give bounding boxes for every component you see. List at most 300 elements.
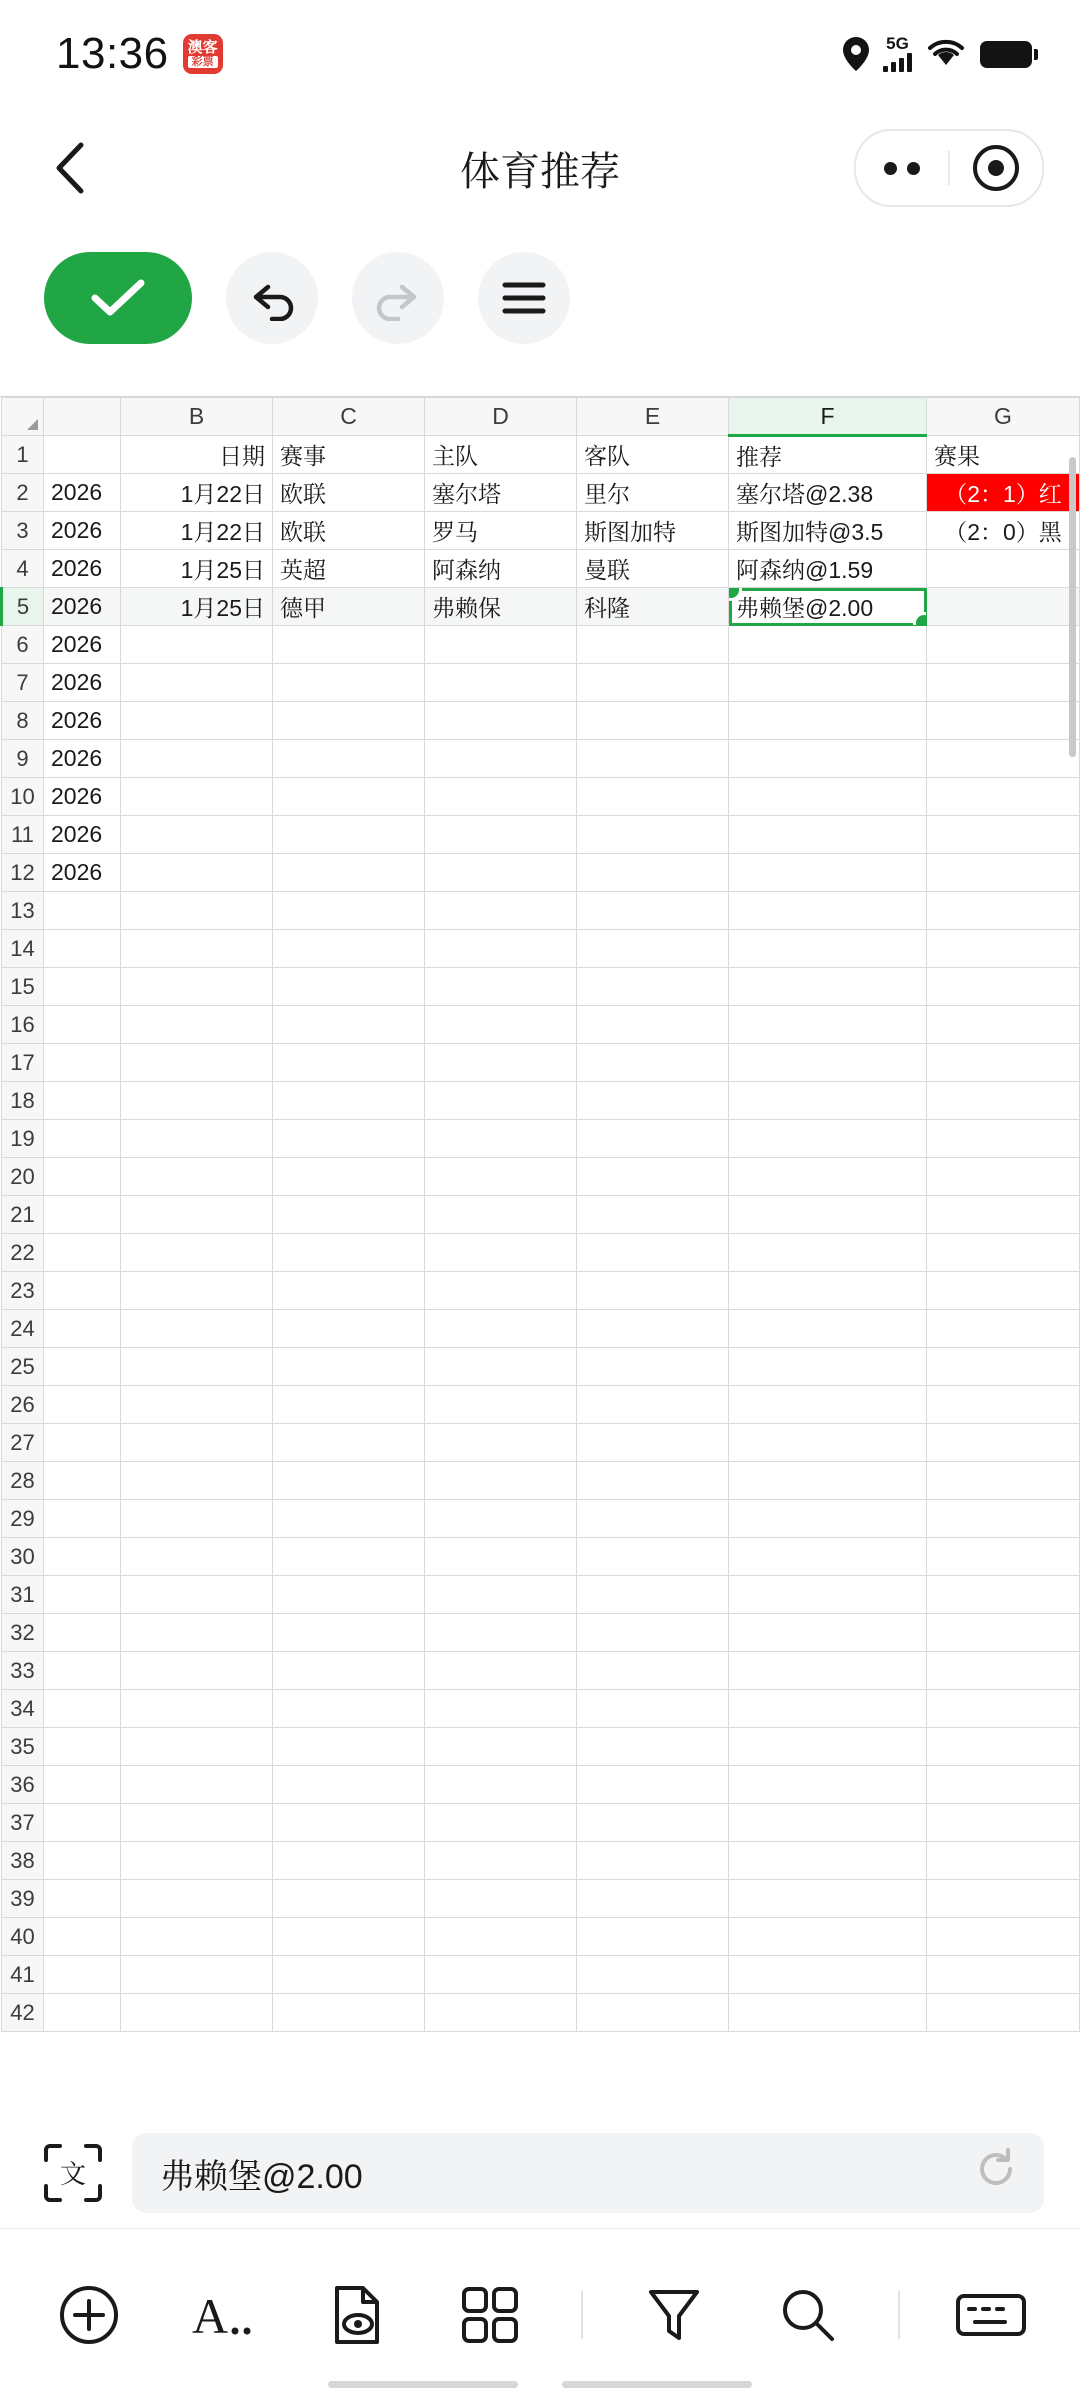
cell-G38[interactable] bbox=[927, 1842, 1080, 1880]
row-header-42[interactable]: 42 bbox=[2, 1994, 44, 2032]
keyboard-icon[interactable] bbox=[948, 2272, 1034, 2358]
cell-F33[interactable] bbox=[729, 1652, 927, 1690]
cell-E6[interactable] bbox=[577, 626, 729, 664]
cell-C12[interactable] bbox=[273, 854, 425, 892]
cell-C33[interactable] bbox=[273, 1652, 425, 1690]
cell-A29[interactable] bbox=[44, 1500, 121, 1538]
sheet-table[interactable] bbox=[0, 397, 1080, 2032]
cell-G13[interactable] bbox=[927, 892, 1080, 930]
cell-E5[interactable]: 科隆 bbox=[577, 588, 729, 626]
cell-G30[interactable] bbox=[927, 1538, 1080, 1576]
cell-A34[interactable] bbox=[44, 1690, 121, 1728]
cell-B3[interactable]: 1月22日 bbox=[121, 512, 273, 550]
cell-B22[interactable] bbox=[121, 1234, 273, 1272]
cell-B41[interactable] bbox=[121, 1956, 273, 1994]
cell-G40[interactable] bbox=[927, 1918, 1080, 1956]
cell-C37[interactable] bbox=[273, 1804, 425, 1842]
table-row[interactable] bbox=[2, 740, 1080, 778]
cell-F31[interactable] bbox=[729, 1576, 927, 1614]
cell-G17[interactable] bbox=[927, 1044, 1080, 1082]
cell-E9[interactable] bbox=[577, 740, 729, 778]
table-row[interactable] bbox=[2, 1652, 1080, 1690]
cell-D31[interactable] bbox=[425, 1576, 577, 1614]
row-header-12[interactable]: 12 bbox=[2, 854, 44, 892]
cell-C23[interactable] bbox=[273, 1272, 425, 1310]
document-view-icon[interactable] bbox=[314, 2272, 400, 2358]
cell-G5[interactable] bbox=[927, 588, 1080, 626]
cell-G21[interactable] bbox=[927, 1196, 1080, 1234]
cell-A21[interactable] bbox=[44, 1196, 121, 1234]
cell-D40[interactable] bbox=[425, 1918, 577, 1956]
cell-F41[interactable] bbox=[729, 1956, 927, 1994]
row-header-16[interactable]: 16 bbox=[2, 1006, 44, 1044]
cell-D14[interactable] bbox=[425, 930, 577, 968]
cell-E22[interactable] bbox=[577, 1234, 729, 1272]
cell-G36[interactable] bbox=[927, 1766, 1080, 1804]
cell-D3[interactable]: 罗马 bbox=[425, 512, 577, 550]
cell-A18[interactable] bbox=[44, 1082, 121, 1120]
cell-D13[interactable] bbox=[425, 892, 577, 930]
cell-D11[interactable] bbox=[425, 816, 577, 854]
row-header-11[interactable]: 11 bbox=[2, 816, 44, 854]
cell-B36[interactable] bbox=[121, 1766, 273, 1804]
cell-A37[interactable] bbox=[44, 1804, 121, 1842]
cell-D39[interactable] bbox=[425, 1880, 577, 1918]
cell-F14[interactable] bbox=[729, 930, 927, 968]
table-row[interactable] bbox=[2, 1044, 1080, 1082]
cell-E34[interactable] bbox=[577, 1690, 729, 1728]
cell-D26[interactable] bbox=[425, 1386, 577, 1424]
cell-F5[interactable]: 弗赖堡@2.00 bbox=[729, 588, 927, 626]
cell-E26[interactable] bbox=[577, 1386, 729, 1424]
cell-A6[interactable]: 2026 bbox=[44, 626, 121, 664]
cell-G37[interactable] bbox=[927, 1804, 1080, 1842]
cell-D24[interactable] bbox=[425, 1310, 577, 1348]
row-header-24[interactable]: 24 bbox=[2, 1310, 44, 1348]
row-header-19[interactable]: 19 bbox=[2, 1120, 44, 1158]
row-header-18[interactable]: 18 bbox=[2, 1082, 44, 1120]
cell-F1[interactable]: 推荐 bbox=[729, 436, 927, 474]
table-row[interactable] bbox=[2, 968, 1080, 1006]
cell-G6[interactable] bbox=[927, 626, 1080, 664]
cell-D37[interactable] bbox=[425, 1804, 577, 1842]
row-header-21[interactable]: 21 bbox=[2, 1196, 44, 1234]
column-header-e[interactable]: E bbox=[577, 398, 729, 436]
table-row[interactable] bbox=[2, 1006, 1080, 1044]
cell-E18[interactable] bbox=[577, 1082, 729, 1120]
cell-A13[interactable] bbox=[44, 892, 121, 930]
column-header-d[interactable]: D bbox=[425, 398, 577, 436]
cell-A32[interactable] bbox=[44, 1614, 121, 1652]
cell-A16[interactable] bbox=[44, 1006, 121, 1044]
cell-E21[interactable] bbox=[577, 1196, 729, 1234]
cell-B38[interactable] bbox=[121, 1842, 273, 1880]
cell-C20[interactable] bbox=[273, 1158, 425, 1196]
row-header-34[interactable]: 34 bbox=[2, 1690, 44, 1728]
table-row[interactable] bbox=[2, 1234, 1080, 1272]
cell-A8[interactable]: 2026 bbox=[44, 702, 121, 740]
apps-grid-icon[interactable] bbox=[447, 2272, 533, 2358]
cell-A22[interactable] bbox=[44, 1234, 121, 1272]
cell-E15[interactable] bbox=[577, 968, 729, 1006]
cell-B4[interactable]: 1月25日 bbox=[121, 550, 273, 588]
cell-D12[interactable] bbox=[425, 854, 577, 892]
cell-B42[interactable] bbox=[121, 1994, 273, 2032]
cell-G20[interactable] bbox=[927, 1158, 1080, 1196]
cell-D2[interactable]: 塞尔塔 bbox=[425, 474, 577, 512]
cell-A25[interactable] bbox=[44, 1348, 121, 1386]
cell-B19[interactable] bbox=[121, 1120, 273, 1158]
table-row[interactable] bbox=[2, 1310, 1080, 1348]
column-header-f[interactable]: F bbox=[729, 398, 927, 436]
cell-D42[interactable] bbox=[425, 1994, 577, 2032]
cell-G22[interactable] bbox=[927, 1234, 1080, 1272]
cell-C18[interactable] bbox=[273, 1082, 425, 1120]
cell-G15[interactable] bbox=[927, 968, 1080, 1006]
menu-button[interactable] bbox=[478, 252, 570, 344]
cell-D33[interactable] bbox=[425, 1652, 577, 1690]
cell-E24[interactable] bbox=[577, 1310, 729, 1348]
cell-C3[interactable]: 欧联 bbox=[273, 512, 425, 550]
cell-F22[interactable] bbox=[729, 1234, 927, 1272]
cell-F10[interactable] bbox=[729, 778, 927, 816]
row-header-7[interactable]: 7 bbox=[2, 664, 44, 702]
cell-E14[interactable] bbox=[577, 930, 729, 968]
cell-B16[interactable] bbox=[121, 1006, 273, 1044]
cell-C9[interactable] bbox=[273, 740, 425, 778]
cell-A12[interactable]: 2026 bbox=[44, 854, 121, 892]
cell-F24[interactable] bbox=[729, 1310, 927, 1348]
cell-F37[interactable] bbox=[729, 1804, 927, 1842]
cell-E42[interactable] bbox=[577, 1994, 729, 2032]
cell-A3[interactable]: 2026 bbox=[44, 512, 121, 550]
cell-B20[interactable] bbox=[121, 1158, 273, 1196]
cell-D28[interactable] bbox=[425, 1462, 577, 1500]
cell-C27[interactable] bbox=[273, 1424, 425, 1462]
cell-C15[interactable] bbox=[273, 968, 425, 1006]
cell-F15[interactable] bbox=[729, 968, 927, 1006]
cell-F3[interactable]: 斯图加特@3.5 bbox=[729, 512, 927, 550]
cell-E4[interactable]: 曼联 bbox=[577, 550, 729, 588]
cell-B2[interactable]: 1月22日 bbox=[121, 474, 273, 512]
cell-D29[interactable] bbox=[425, 1500, 577, 1538]
cell-B37[interactable] bbox=[121, 1804, 273, 1842]
cell-A35[interactable] bbox=[44, 1728, 121, 1766]
cell-F28[interactable] bbox=[729, 1462, 927, 1500]
row-header-41[interactable]: 41 bbox=[2, 1956, 44, 1994]
filter-icon[interactable] bbox=[631, 2272, 717, 2358]
cell-G19[interactable] bbox=[927, 1120, 1080, 1158]
cell-G4[interactable] bbox=[927, 550, 1080, 588]
column-header-row[interactable] bbox=[2, 398, 1080, 436]
cell-C36[interactable] bbox=[273, 1766, 425, 1804]
row-header-2[interactable]: 2 bbox=[2, 474, 44, 512]
row-header-40[interactable]: 40 bbox=[2, 1918, 44, 1956]
cell-F35[interactable] bbox=[729, 1728, 927, 1766]
cell-B12[interactable] bbox=[121, 854, 273, 892]
cell-D36[interactable] bbox=[425, 1766, 577, 1804]
text-recognize-icon[interactable] bbox=[36, 2136, 110, 2210]
cell-B6[interactable] bbox=[121, 626, 273, 664]
cell-C19[interactable] bbox=[273, 1120, 425, 1158]
cell-F16[interactable] bbox=[729, 1006, 927, 1044]
cell-A39[interactable] bbox=[44, 1880, 121, 1918]
cell-B30[interactable] bbox=[121, 1538, 273, 1576]
row-header-27[interactable]: 27 bbox=[2, 1424, 44, 1462]
add-icon[interactable] bbox=[46, 2272, 132, 2358]
table-row[interactable] bbox=[2, 702, 1080, 740]
row-header-10[interactable]: 10 bbox=[2, 778, 44, 816]
cell-D21[interactable] bbox=[425, 1196, 577, 1234]
cell-C26[interactable] bbox=[273, 1386, 425, 1424]
cell-A1[interactable] bbox=[44, 436, 121, 474]
undo-button[interactable] bbox=[226, 252, 318, 344]
cell-F11[interactable] bbox=[729, 816, 927, 854]
cell-C32[interactable] bbox=[273, 1614, 425, 1652]
cell-D6[interactable] bbox=[425, 626, 577, 664]
cell-G29[interactable] bbox=[927, 1500, 1080, 1538]
table-row[interactable] bbox=[2, 854, 1080, 892]
table-row[interactable] bbox=[2, 1462, 1080, 1500]
cell-E17[interactable] bbox=[577, 1044, 729, 1082]
table-row[interactable] bbox=[2, 512, 1080, 550]
cell-G27[interactable] bbox=[927, 1424, 1080, 1462]
cell-B8[interactable] bbox=[121, 702, 273, 740]
cell-B26[interactable] bbox=[121, 1386, 273, 1424]
selection-handle-top-left[interactable] bbox=[729, 588, 743, 602]
cell-G8[interactable] bbox=[927, 702, 1080, 740]
table-row[interactable] bbox=[2, 778, 1080, 816]
row-header-39[interactable]: 39 bbox=[2, 1880, 44, 1918]
row-header-4[interactable]: 4 bbox=[2, 550, 44, 588]
cell-C11[interactable] bbox=[273, 816, 425, 854]
cell-E31[interactable] bbox=[577, 1576, 729, 1614]
spreadsheet-grid[interactable] bbox=[0, 396, 1080, 2120]
cell-C30[interactable] bbox=[273, 1538, 425, 1576]
cell-G42[interactable] bbox=[927, 1994, 1080, 2032]
cell-D25[interactable] bbox=[425, 1348, 577, 1386]
cell-D22[interactable] bbox=[425, 1234, 577, 1272]
cell-G10[interactable] bbox=[927, 778, 1080, 816]
cell-F19[interactable] bbox=[729, 1120, 927, 1158]
row-header-6[interactable]: 6 bbox=[2, 626, 44, 664]
table-row[interactable] bbox=[2, 1576, 1080, 1614]
cell-D30[interactable] bbox=[425, 1538, 577, 1576]
row-header-1[interactable]: 1 bbox=[2, 436, 44, 474]
cell-E8[interactable] bbox=[577, 702, 729, 740]
cell-E11[interactable] bbox=[577, 816, 729, 854]
cell-F40[interactable] bbox=[729, 1918, 927, 1956]
cell-A5[interactable]: 2026 bbox=[44, 588, 121, 626]
cell-E16[interactable] bbox=[577, 1006, 729, 1044]
cell-C21[interactable] bbox=[273, 1196, 425, 1234]
cell-D34[interactable] bbox=[425, 1690, 577, 1728]
cell-F6[interactable] bbox=[729, 626, 927, 664]
table-row[interactable] bbox=[2, 1272, 1080, 1310]
table-row[interactable] bbox=[2, 1918, 1080, 1956]
row-header-37[interactable]: 37 bbox=[2, 1804, 44, 1842]
cell-A10[interactable]: 2026 bbox=[44, 778, 121, 816]
cell-F25[interactable] bbox=[729, 1348, 927, 1386]
cell-D5[interactable]: 弗赖保 bbox=[425, 588, 577, 626]
cell-G24[interactable] bbox=[927, 1310, 1080, 1348]
cell-F32[interactable] bbox=[729, 1614, 927, 1652]
row-header-15[interactable]: 15 bbox=[2, 968, 44, 1006]
cell-B35[interactable] bbox=[121, 1728, 273, 1766]
cell-G16[interactable] bbox=[927, 1006, 1080, 1044]
cell-E39[interactable] bbox=[577, 1880, 729, 1918]
cell-G9[interactable] bbox=[927, 740, 1080, 778]
cell-F39[interactable] bbox=[729, 1880, 927, 1918]
cell-E38[interactable] bbox=[577, 1842, 729, 1880]
cell-D20[interactable] bbox=[425, 1158, 577, 1196]
table-row[interactable] bbox=[2, 588, 1080, 626]
select-all-corner[interactable] bbox=[2, 398, 44, 436]
table-row[interactable] bbox=[2, 1690, 1080, 1728]
cell-B34[interactable] bbox=[121, 1690, 273, 1728]
cell-D32[interactable] bbox=[425, 1614, 577, 1652]
row-header-22[interactable]: 22 bbox=[2, 1234, 44, 1272]
cell-B24[interactable] bbox=[121, 1310, 273, 1348]
cell-F20[interactable] bbox=[729, 1158, 927, 1196]
cell-G28[interactable] bbox=[927, 1462, 1080, 1500]
cell-F38[interactable] bbox=[729, 1842, 927, 1880]
cell-F29[interactable] bbox=[729, 1500, 927, 1538]
cell-F9[interactable] bbox=[729, 740, 927, 778]
cell-A20[interactable] bbox=[44, 1158, 121, 1196]
table-row[interactable] bbox=[2, 1082, 1080, 1120]
table-row[interactable] bbox=[2, 1196, 1080, 1234]
cell-G32[interactable] bbox=[927, 1614, 1080, 1652]
row-header-31[interactable]: 31 bbox=[2, 1576, 44, 1614]
row-header-8[interactable]: 8 bbox=[2, 702, 44, 740]
cell-E7[interactable] bbox=[577, 664, 729, 702]
cell-C14[interactable] bbox=[273, 930, 425, 968]
cell-C38[interactable] bbox=[273, 1842, 425, 1880]
cell-E29[interactable] bbox=[577, 1500, 729, 1538]
table-row[interactable] bbox=[2, 892, 1080, 930]
cell-F26[interactable] bbox=[729, 1386, 927, 1424]
cell-C28[interactable] bbox=[273, 1462, 425, 1500]
cell-F17[interactable] bbox=[729, 1044, 927, 1082]
cell-B23[interactable] bbox=[121, 1272, 273, 1310]
cell-D19[interactable] bbox=[425, 1120, 577, 1158]
cell-F27[interactable] bbox=[729, 1424, 927, 1462]
cell-E13[interactable] bbox=[577, 892, 729, 930]
cell-B25[interactable] bbox=[121, 1348, 273, 1386]
cell-B11[interactable] bbox=[121, 816, 273, 854]
cell-G18[interactable] bbox=[927, 1082, 1080, 1120]
table-row[interactable] bbox=[2, 550, 1080, 588]
column-header-c[interactable]: C bbox=[273, 398, 425, 436]
cell-G33[interactable] bbox=[927, 1652, 1080, 1690]
cell-A38[interactable] bbox=[44, 1842, 121, 1880]
column-header-g[interactable]: G bbox=[927, 398, 1080, 436]
cell-E32[interactable] bbox=[577, 1614, 729, 1652]
row-header-28[interactable]: 28 bbox=[2, 1462, 44, 1500]
cell-D38[interactable] bbox=[425, 1842, 577, 1880]
cell-E10[interactable] bbox=[577, 778, 729, 816]
cell-E35[interactable] bbox=[577, 1728, 729, 1766]
cell-B33[interactable] bbox=[121, 1652, 273, 1690]
cell-G41[interactable] bbox=[927, 1956, 1080, 1994]
cell-A42[interactable] bbox=[44, 1994, 121, 2032]
cell-E37[interactable] bbox=[577, 1804, 729, 1842]
row-header-30[interactable]: 30 bbox=[2, 1538, 44, 1576]
cell-C42[interactable] bbox=[273, 1994, 425, 2032]
cell-C7[interactable] bbox=[273, 664, 425, 702]
cell-E20[interactable] bbox=[577, 1158, 729, 1196]
row-header-9[interactable]: 9 bbox=[2, 740, 44, 778]
cell-C22[interactable] bbox=[273, 1234, 425, 1272]
row-header-26[interactable]: 26 bbox=[2, 1386, 44, 1424]
cell-B29[interactable] bbox=[121, 1500, 273, 1538]
cell-D16[interactable] bbox=[425, 1006, 577, 1044]
cell-E1[interactable]: 客队 bbox=[577, 436, 729, 474]
cell-F21[interactable] bbox=[729, 1196, 927, 1234]
row-header-25[interactable]: 25 bbox=[2, 1348, 44, 1386]
search-icon[interactable] bbox=[765, 2272, 851, 2358]
table-row[interactable] bbox=[2, 816, 1080, 854]
font-format-icon[interactable] bbox=[180, 2272, 266, 2358]
cell-G31[interactable] bbox=[927, 1576, 1080, 1614]
cell-E27[interactable] bbox=[577, 1424, 729, 1462]
cell-B5[interactable]: 1月25日 bbox=[121, 588, 273, 626]
cell-A26[interactable] bbox=[44, 1386, 121, 1424]
cell-C24[interactable] bbox=[273, 1310, 425, 1348]
cell-A9[interactable]: 2026 bbox=[44, 740, 121, 778]
cell-F7[interactable] bbox=[729, 664, 927, 702]
cell-E2[interactable]: 里尔 bbox=[577, 474, 729, 512]
cell-C39[interactable] bbox=[273, 1880, 425, 1918]
cell-G2[interactable]: （2：1）红 bbox=[927, 474, 1080, 512]
cell-G34[interactable] bbox=[927, 1690, 1080, 1728]
cell-C31[interactable] bbox=[273, 1576, 425, 1614]
sheet-body[interactable] bbox=[2, 436, 1080, 2032]
cell-A14[interactable] bbox=[44, 930, 121, 968]
table-row[interactable] bbox=[2, 1424, 1080, 1462]
more-dots-icon[interactable] bbox=[856, 162, 948, 175]
cell-A28[interactable] bbox=[44, 1462, 121, 1500]
cell-G39[interactable] bbox=[927, 1880, 1080, 1918]
cell-E23[interactable] bbox=[577, 1272, 729, 1310]
column-header-b[interactable]: B bbox=[121, 398, 273, 436]
table-row[interactable] bbox=[2, 1842, 1080, 1880]
cell-C1[interactable]: 赛事 bbox=[273, 436, 425, 474]
cell-E30[interactable] bbox=[577, 1538, 729, 1576]
row-header-5[interactable]: 5 bbox=[2, 588, 44, 626]
cell-C17[interactable] bbox=[273, 1044, 425, 1082]
cell-F8[interactable] bbox=[729, 702, 927, 740]
target-icon[interactable] bbox=[950, 145, 1042, 191]
cell-G23[interactable] bbox=[927, 1272, 1080, 1310]
table-row[interactable] bbox=[2, 1956, 1080, 1994]
row-header-29[interactable]: 29 bbox=[2, 1500, 44, 1538]
table-row[interactable] bbox=[2, 664, 1080, 702]
row-header-17[interactable]: 17 bbox=[2, 1044, 44, 1082]
cell-D15[interactable] bbox=[425, 968, 577, 1006]
cell-D35[interactable] bbox=[425, 1728, 577, 1766]
table-row[interactable] bbox=[2, 1348, 1080, 1386]
table-row[interactable] bbox=[2, 626, 1080, 664]
cell-C5[interactable]: 德甲 bbox=[273, 588, 425, 626]
table-row[interactable] bbox=[2, 1804, 1080, 1842]
cell-A15[interactable] bbox=[44, 968, 121, 1006]
cell-D17[interactable] bbox=[425, 1044, 577, 1082]
cell-E28[interactable] bbox=[577, 1462, 729, 1500]
cell-D9[interactable] bbox=[425, 740, 577, 778]
table-row[interactable] bbox=[2, 930, 1080, 968]
